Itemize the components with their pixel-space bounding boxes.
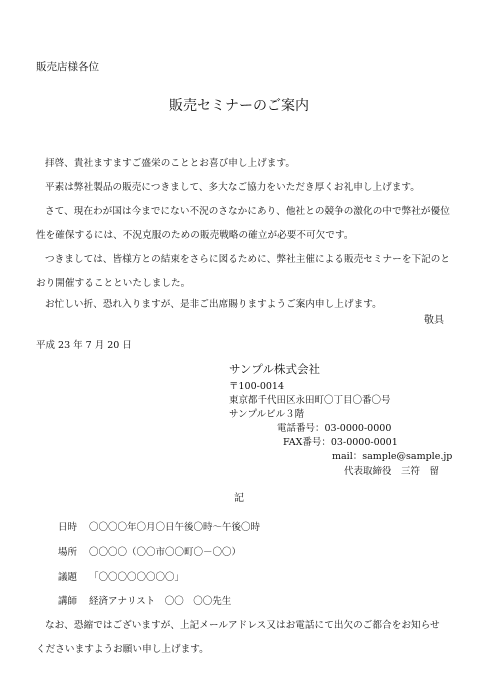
sender-phone: 電話番号：03-0000-0000 [277, 423, 392, 434]
body-line: 性を確保するには、不況克服のための販売戦略の確立が必要不可欠です。 [36, 230, 354, 241]
sender-postal: 〒100-0014 [229, 381, 285, 392]
detail-label: 講師 [58, 596, 78, 607]
ki-heading: 記 [234, 493, 244, 504]
detail-value: 〇〇〇〇（〇〇市〇〇町〇－〇〇） [89, 547, 242, 558]
detail-label: 場所 [58, 547, 78, 558]
footer-line: くださいますようお願い申し上げます。 [36, 644, 209, 655]
footer-line: なお、恐縮ではございますが、上記メールアドレス又はお電話にて出欠のご都合をお知らせ [45, 620, 440, 631]
sender-company: サンプル株式会社 [229, 362, 320, 376]
letter-date: 平成 23 年 7 月 20 日 [36, 340, 132, 351]
sender-representative: 代表取締役 三符 留 [344, 466, 440, 477]
detail-value: 経済アナリスト 〇〇 〇〇先生 [89, 596, 232, 607]
body-line: 拝啓、貴社ますますご盛栄のこととお喜び申し上げます。 [45, 158, 295, 169]
sender-fax: FAX番号：03-0000-0001 [283, 437, 398, 448]
detail-value: 〇〇〇〇年〇月〇日午後〇時～午後〇時 [89, 522, 261, 533]
sender-building: サンプルビル３階 [229, 409, 305, 420]
detail-value: 「〇〇〇〇〇〇〇〇」 [89, 572, 185, 583]
detail-label: 日時 [58, 522, 78, 533]
closing-phrase: 敬具 [424, 315, 444, 326]
letter-title: 販売セミナーのご案内 [169, 98, 309, 114]
addressee: 販売店様各位 [36, 61, 99, 73]
detail-label: 議題 [58, 572, 78, 583]
body-line: つきましては、皆様方との結束をさらに図るために、弊社主催による販売セミナーを下記のと [45, 254, 451, 265]
body-line: さて、現在わが国は今までにない不況のさなかにあり、他社との競争の激化の中で弊社が優位 [45, 206, 450, 217]
body-line: 平素は弊社製品の販売につきまして、多大なご協力をいただき厚くお礼申し上げます。 [45, 182, 420, 193]
body-line: おり開催することといたしました。 [36, 278, 191, 289]
sender-address: 東京都千代田区永田町〇丁目〇番〇号 [229, 395, 391, 406]
body-line: お忙しい折、恐れ入りますが、是非ご出席賜りますようご案内申し上げます。 [45, 299, 382, 310]
sender-mail: mail：sample@sample.jp [332, 451, 453, 462]
